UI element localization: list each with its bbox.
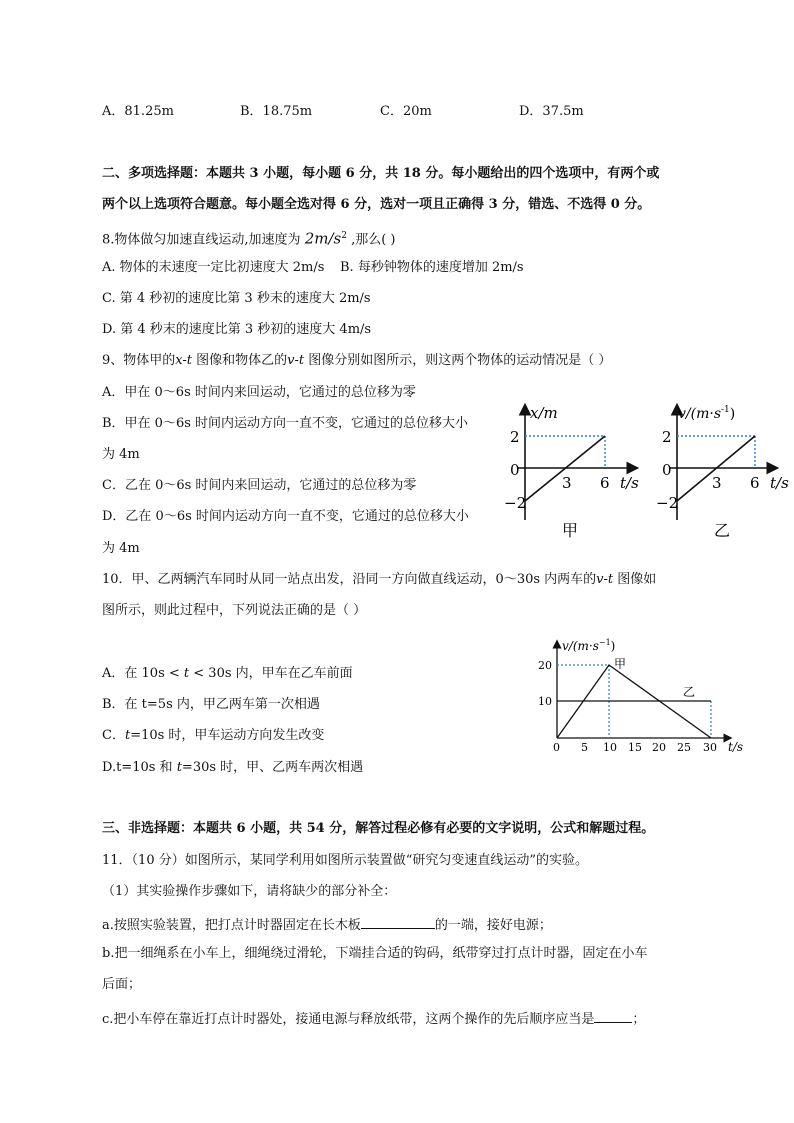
q9-stem-vt: v-t	[287, 353, 305, 368]
fig9-jia-caption: 甲	[562, 521, 579, 540]
q7-option-b: B．18.75m	[240, 104, 313, 119]
q10-a-pre: A．在 10s	[102, 666, 169, 681]
q10-option-c	[102, 727, 324, 745]
q7-option-a: A．81.25m	[102, 104, 174, 119]
q10-c-post: =10s 时，甲车运动方向发生改变	[130, 728, 325, 743]
fig9-jia-xtick-6: 6	[600, 474, 610, 492]
q11-step-a-post: 的一端，接好电源；	[434, 918, 552, 933]
q11-blank-c[interactable]	[594, 1008, 632, 1023]
fig9-yi-ytick-2: 2	[662, 428, 672, 446]
q10-d-pre: D.t=10s 和	[102, 760, 177, 775]
fig10-xtick-15: 15	[628, 741, 642, 754]
q10-c-t: t	[124, 728, 131, 743]
q9-option-a: A．甲在 0～6s 时间内来回运动，它通过的总位移为零	[102, 385, 416, 400]
q11-step-c	[102, 1008, 645, 1029]
q9-stem-p3: 图像分别如图所示，则这两个物体的运动情况是（ ）	[304, 353, 612, 368]
q8-option-c: C. 第 4 秒初的速度比第 3 秒末的速度大 2m/s	[102, 291, 371, 306]
q11-step-c-post: ；	[632, 1012, 646, 1027]
q8-stem-b: ,那么( )	[351, 232, 396, 248]
fig9-yi-xtick-6: 6	[750, 474, 760, 492]
fig10-xtick-5: 5	[581, 741, 588, 754]
q10-option-b: B．在 t=5s 内，甲乙两车第一次相遇	[102, 697, 320, 712]
fig9-jia-ytick-neg2: −2	[504, 494, 527, 512]
q11-step-a	[102, 914, 552, 935]
q7-option-c: C．20m	[380, 104, 432, 119]
q10-a-post: 内，甲车在乙车前面	[231, 666, 353, 681]
q10-a-t: t	[183, 666, 190, 681]
q11-step-b-line1: b.把一细绳系在小车上，细绳绕过滑轮，下端挂合适的钩码，纸带穿过打点计时器，固定在小车	[102, 946, 648, 961]
q9-option-b-line1: B．甲在 0～6s 时间内运动方向一直不变，它通过的总位移大小	[102, 416, 469, 431]
q9-stem-p1: 9、物体甲的	[102, 353, 176, 368]
fig9-jia-xlabel: t/s	[620, 474, 639, 492]
fig9-jia-xtick-3: 3	[562, 474, 572, 492]
fig9-yi-xtick-3: 3	[712, 474, 722, 492]
fig9-yi-ytick-0: 0	[662, 461, 672, 479]
q8-accel-sup: 2	[341, 231, 347, 241]
fig10-ytick-10: 10	[538, 695, 552, 708]
q9-stem	[102, 352, 611, 370]
fig10-xtick-10: 10	[603, 741, 617, 754]
fig10-xlabel: t/s	[728, 740, 744, 754]
fig9-jia-ytick-2: 2	[510, 428, 520, 446]
q10-stem-l1a: 10．甲、乙两辆汽车同时从同一站点出发，沿同一方向做直线运动，0～30s 内两车的	[102, 572, 597, 587]
q10-stem-l1b: 图像如	[613, 572, 657, 587]
fig10-xtick-20: 20	[652, 741, 666, 754]
fig9-jia-ylabel: x/m	[530, 404, 558, 422]
fig10-ylabel: $v/(m\cdot s^{-1})$	[562, 638, 616, 653]
q11-line1: 11．（10 分）如图所示，某同学利用如图所示装置做“研究匀变速直线运动”的实验。	[102, 853, 589, 868]
q10-stem-line2: 图所示，则此过程中，下列说法正确的是（ ）	[102, 603, 367, 618]
q8-option-a: A. 物体的末速度一定比初速度大 2m/s	[102, 260, 325, 275]
q11-blank-a[interactable]	[361, 914, 435, 929]
q10-stem-line1	[102, 571, 656, 589]
fig10-xtick-30: 30	[703, 741, 717, 754]
fig9-jia-graph	[500, 398, 650, 548]
q9-option-b-line2: 为 4m	[102, 447, 140, 462]
fig9-yi-ytick-neg2: −2	[656, 494, 679, 512]
q11-line2: （1）其实验操作步骤如下，请将缺少的部分补全：	[102, 884, 397, 899]
q10-c-pre: C．	[102, 728, 125, 743]
q9-stem-p2: 图像和物体乙的	[192, 353, 288, 368]
q8-stem-a: 8.物体做匀加速直线运动,加速度为	[102, 232, 301, 248]
q10-d-t: t	[176, 760, 182, 775]
section2-line1: 二、多项选择题：本题共 3 小题，每小题 6 分，共 18 分。每小题给出的四个选项中，有两个或	[102, 166, 660, 181]
q10-option-a	[102, 665, 353, 683]
fig9-yi-graph	[652, 398, 794, 548]
fig10-xtick-0: 0	[553, 741, 560, 754]
q9-option-d-line2: 为 4m	[102, 541, 140, 556]
q9-option-c: C．乙在 0～6s 时间内来回运动，它通过的总位移为零	[102, 478, 417, 493]
fig10-xtick-25: 25	[677, 741, 691, 754]
q10-d-post: =30s 时，甲、乙两车两次相遇	[181, 760, 364, 775]
fig10-label-jia: 甲	[614, 657, 627, 671]
section2-line2: 两个以上选项符合题意。每小题全选对得 6 分，选对一项且正确得 3 分，错选、不选得 0 分。	[102, 197, 651, 212]
section3-header: 三、非选择题：本题共 6 小题，共 54 分，解答过程必修有必要的文字说明，公式和解题过程。	[102, 821, 655, 836]
q11-step-a-pre: a.按照实验装置，把打点计时器固定在长木板	[102, 918, 361, 933]
q11-step-c-pre: c.把小车停在靠近打点计时器处，接通电源与释放纸带，这两个操作的先后顺序应当是	[102, 1012, 595, 1027]
q8-stem	[102, 227, 396, 249]
q8-accel: 2m/s	[304, 229, 342, 248]
fig9-jia-ytick-0: 0	[510, 461, 520, 479]
fig9-yi-ylabel: $v/(m\cdot s^{-1})$	[678, 405, 736, 422]
q10-stem-vt: v-t	[596, 572, 614, 587]
fig10-label-yi: 乙	[683, 685, 696, 699]
fig9-yi-caption: 乙	[714, 521, 731, 540]
q10-a-lt1: <	[168, 666, 184, 681]
q7-option-d: D．37.5m	[519, 104, 584, 119]
q9-stem-xt: x-t	[175, 353, 193, 368]
q10-a-lt2: < 30s	[189, 666, 232, 681]
q8-option-d: D. 第 4 秒末的速度比第 3 秒初的速度大 4m/s	[102, 322, 372, 337]
q8-option-b: B. 每秒钟物体的速度增加 2m/s	[340, 260, 524, 275]
fig9-yi-xlabel: t/s	[770, 474, 789, 492]
fig10-graph	[530, 632, 780, 758]
q9-option-d-line1: D．乙在 0～6s 时间内运动方向一直不变，它通过的总位移大小	[102, 509, 469, 524]
q11-step-b-line2: 后面；	[102, 977, 142, 992]
q10-option-d	[102, 759, 363, 777]
fig10-ytick-20: 20	[538, 659, 552, 672]
